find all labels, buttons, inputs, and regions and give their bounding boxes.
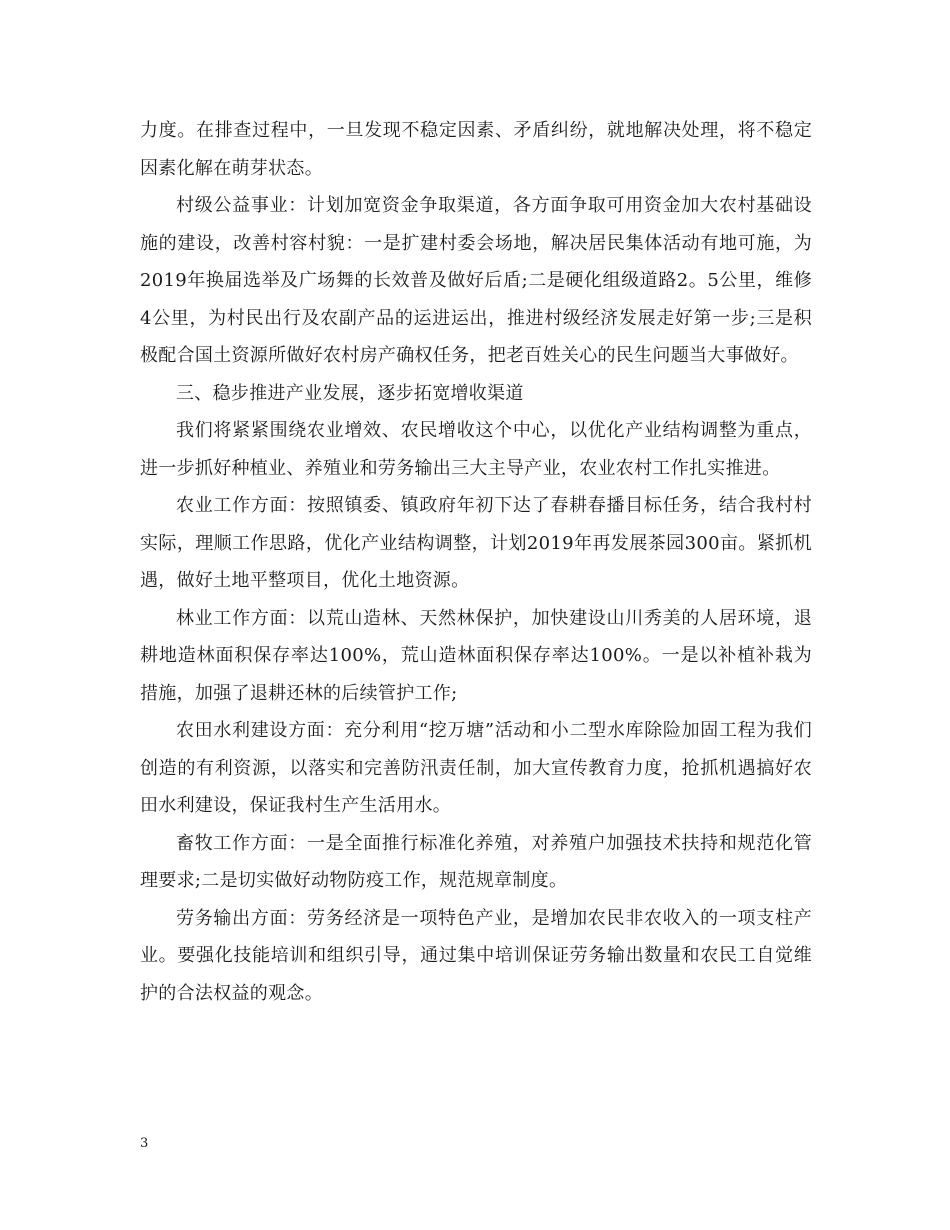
- paragraph-continuation: 力度。在排查过程中，一旦发现不稳定因素、矛盾纠纷，就地解决处理，将不稳定因素化解在萌芽状态。: [140, 120, 812, 179]
- paragraph-agriculture: 农业工作方面：按照镇委、镇政府年初下达了春耕春播目标任务，结合我村村实际，理顺工作思路，优化产业结构调整，计划2019年再发展茶园300亩。紧抓机遇，做好土地平整项目，优化土地资源。: [140, 495, 812, 591]
- paragraph-industry-intro: 我们将紧紧围绕农业增效、农民增收这个中心，以优化产业结构调整为重点，进一步抓好种植业、养殖业和劳务输出三大主导产业，农业农村工作扎实推进。: [140, 420, 812, 479]
- paragraph-public-welfare: 村级公益事业：计划加宽资金争取渠道，各方面争取可用资金加大农村基础设施的建设，改善村容村貌：一是扩建村委会场地，解决居民集体活动有地可施，为2019年换届选举及广场舞的长效普及做好后盾;二是硬化组级道路2。5公里，维修4公里，为村民出行及农副产品的运进运出，推进村级经济发展走好第一步;三是积极配合国土资源所做好农村房产确权任务，把老百姓关心的民生问题当大事做好。: [140, 195, 812, 366]
- paragraph-forestry: 林业工作方面：以荒山造林、天然林保护，加快建设山川秀美的人居环境，退耕地造林面积保存率达100%，荒山造林面积保存率达100%。一是以补植补栽为措施，加强了退耕还林的后续管护工作;: [140, 607, 812, 704]
- paragraph-labor-export: 劳务输出方面：劳务经济是一项特色产业，是增加农民非农收入的一项支柱产业。要强化技能培训和组织引导，通过集中培训保证劳务输出数量和农民工自觉维护的合法权益的观念。: [140, 907, 812, 1004]
- paragraph-water-conservancy: 农田水利建设方面：充分利用“挖万塘”活动和小二型水库除险加固工程为我们创造的有利资源，以落实和完善防汛责任制，加大宣传教育力度，抢抓机遇搞好农田水利建设，保证我村生产生活用水。: [140, 720, 812, 816]
- page-number: 3: [140, 1136, 149, 1151]
- document-body: [140, 112, 812, 1012]
- section-heading-industry: 三、稳步推进产业发展，逐步拓宽增收渠道: [176, 382, 524, 404]
- paragraph-livestock: 畜牧工作方面：一是全面推行标准化养殖，对养殖户加强技术扶持和规范化管理要求;二是切实做好动物防疫工作，规范规章制度。: [140, 832, 812, 891]
